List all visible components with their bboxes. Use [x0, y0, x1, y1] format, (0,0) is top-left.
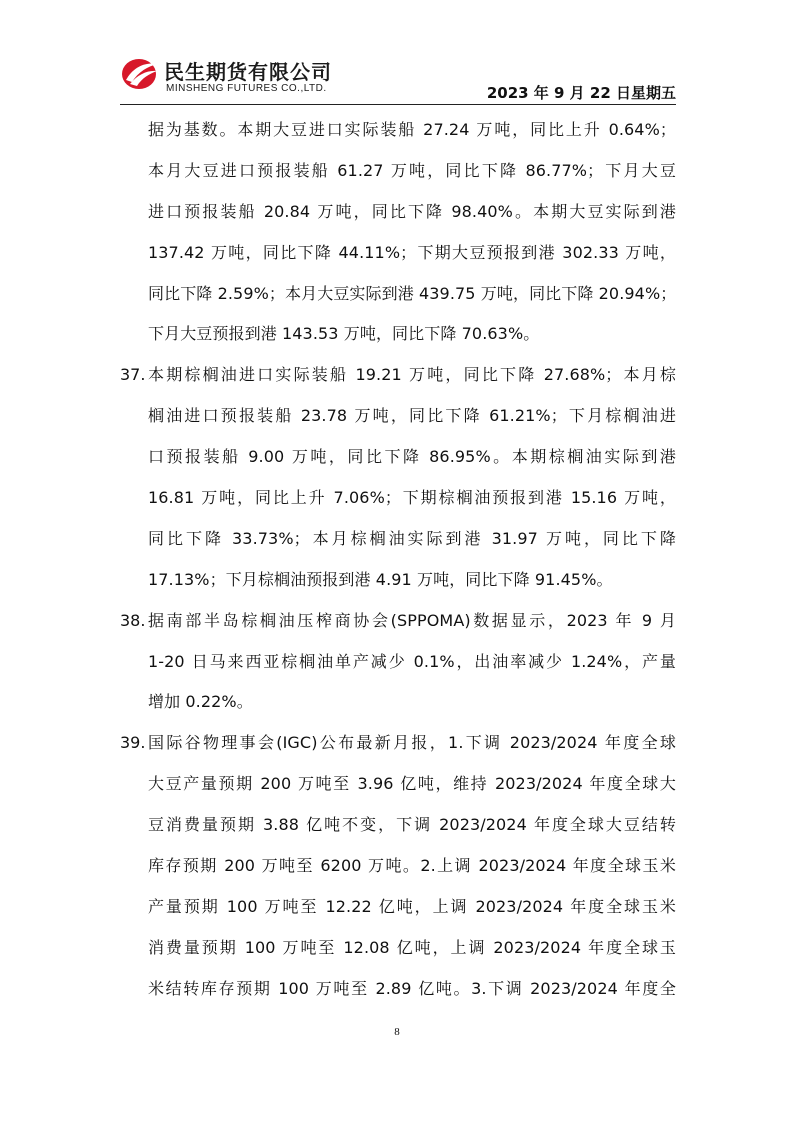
text-line: 进口预报装船 20.84 万吨，同比下降 98.40%。本期大豆实际到港 — [148, 201, 676, 221]
page-number: 8 — [394, 1026, 400, 1038]
list-item-38 — [120, 601, 676, 724]
text-line: 米结转库存预期 100 万吨至 2.89 亿吨。3.下调 2023/2024 年度全 — [148, 978, 676, 998]
text-line: 产量预期 100 万吨至 12.22 亿吨，上调 2023/2024 年度全球玉米 — [148, 896, 676, 916]
list-number: 38. — [120, 610, 146, 630]
list-number: 37. — [120, 365, 146, 385]
text-line: 同比下降 2.59%；本月大豆实际到港 439.75 万吨，同比下降 20.94%； — [148, 283, 677, 303]
text-line: 国际谷物理事会(IGC)公布最新月报，1.下调 2023/2024 年度全球 — [148, 733, 676, 753]
text-line: 增加 0.22%。 — [148, 692, 253, 712]
header-divider — [120, 104, 676, 105]
text-line: 137.42 万吨，同比下降 44.11%；下期大豆预报到港 302.33 万吨， — [148, 242, 676, 262]
minsheng-logo-icon — [120, 56, 160, 92]
text-line: 豆消费量预期 3.88 亿吨不变，下调 2023/2024 年度全球大豆结转 — [148, 815, 676, 835]
text-line: 榈油进口预报装船 23.78 万吨，同比下降 61.21%；下月棕榈油进 — [148, 406, 676, 426]
text-line: 库存预期 200 万吨至 6200 万吨。2.上调 2023/2024 年度全球玉米 — [148, 856, 676, 876]
logo-chinese-name: 民生期货有限公司 — [164, 60, 332, 84]
text-line: 同比下降 33.73%；本月棕榈油实际到港 31.97 万吨，同比下降 — [148, 528, 676, 548]
company-logo — [120, 52, 380, 98]
text-line: 据南部半岛棕榈油压榨商协会(SPPOMA)数据显示，2023 年 9 月 — [148, 610, 676, 630]
document-body — [120, 110, 676, 1010]
text-line: 17.13%；下月棕榈油预报到港 4.91 万吨，同比下降 91.45%。 — [148, 569, 613, 589]
text-line: 据为基数。本期大豆进口实际装船 27.24 万吨，同比上升 0.64%； — [148, 120, 676, 139]
text-line: 口预报装船 9.00 万吨，同比下降 86.95%。本期棕榈油实际到港 — [148, 447, 676, 467]
report-date: 2023 年 9 月 22 日星期五 — [486, 84, 676, 102]
list-item-37 — [120, 355, 676, 600]
text-line: 1-20 日马来西亚棕榈油单产减少 0.1%，出油率减少 1.24%，产量 — [148, 651, 676, 671]
text-line: 本期棕榈油进口实际装船 19.21 万吨，同比下降 27.68%；本月棕 — [148, 365, 676, 385]
text-line: 消费量预期 100 万吨至 12.08 亿吨，上调 2023/2024 年度全球玉 — [148, 937, 676, 957]
page-header — [120, 52, 676, 104]
list-item-39 — [120, 723, 676, 1009]
text-line: 16.81 万吨，同比上升 7.06%；下期棕榈油预报到港 15.16 万吨， — [148, 488, 676, 508]
text-line: 下月大豆预报到港 143.53 万吨，同比下降 70.63%。 — [148, 324, 540, 344]
list-number: 39. — [120, 733, 146, 753]
logo-english-name: MINSHENG FUTURES CO.,LTD. — [166, 83, 327, 94]
text-line: 本月大豆进口预报装船 61.27 万吨，同比下降 86.77%；下月大豆 — [148, 160, 676, 180]
text-line: 大豆产量预期 200 万吨至 3.96 亿吨，维持 2023/2024 年度全球大 — [148, 774, 676, 794]
paragraph-continued — [120, 110, 676, 355]
